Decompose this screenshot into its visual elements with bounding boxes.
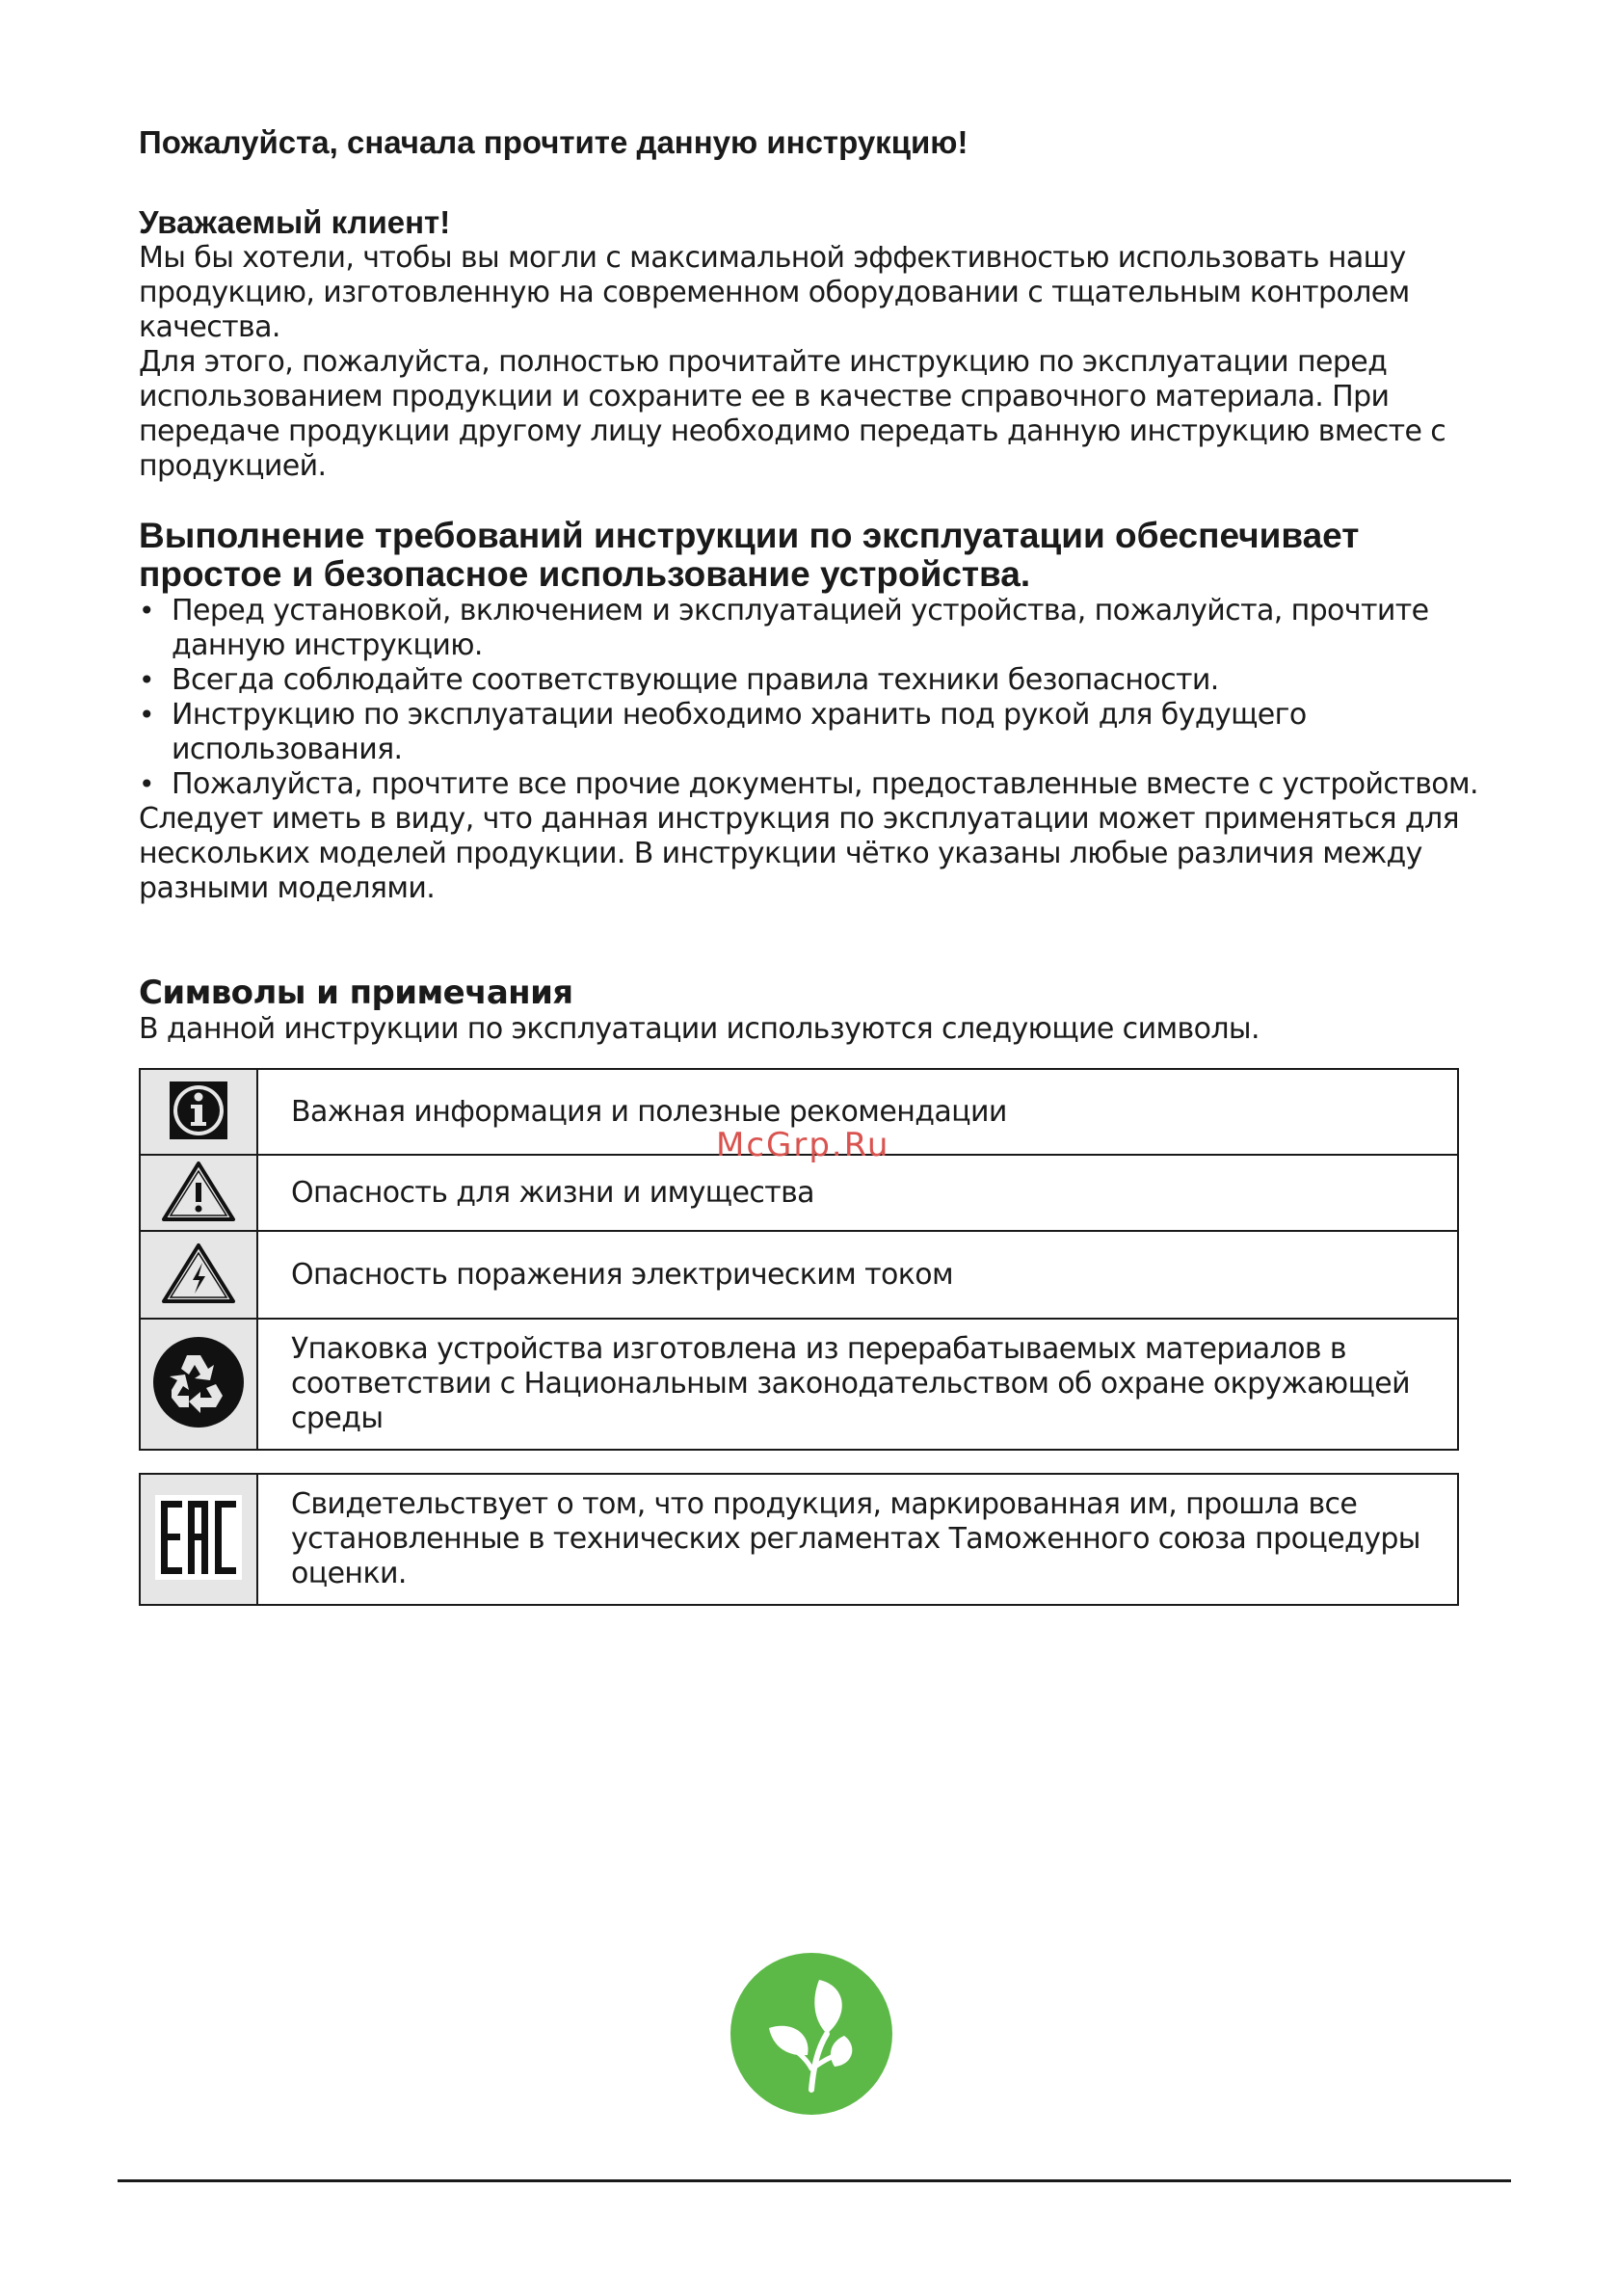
symbol-text: Важная информация и полезные рекомендации xyxy=(257,1069,1458,1155)
dear-client-paragraph-2: Для этого, пожалуйста, полностью прочитайте инструкцию по эксплуатации перед использованием продукции и сохраните ее в качестве справочного материала. При передаче продукции другому лицу необходимо передать данную инструкцию вместе с продукцией. xyxy=(139,345,1446,483)
table-row xyxy=(140,1231,1458,1319)
requirements-note: Следует иметь в виду, что данная инструкция по эксплуатации может применяться для нескольких моделей продукции. В инструкции чётко указаны любые различия между разными моделями. xyxy=(139,802,1459,905)
requirements-section xyxy=(139,517,1488,906)
table-row xyxy=(140,1155,1458,1231)
table-row xyxy=(140,1474,1458,1605)
requirements-heading: Выполнение требований инструкции по эксплуатации обеспечивает простое и безопасное использование устройства. xyxy=(139,516,1360,594)
list-item: • Пожалуйста, прочтите все прочие документы, предоставленные вместе с устройством. xyxy=(139,767,1488,802)
eac-text: Свидетельствует о том, что продукция, маркированная им, прошла все установленные в технических регламентах Таможенного союза процедуры оценки. xyxy=(257,1474,1458,1605)
electric-shock-icon xyxy=(160,1241,237,1305)
dear-client-paragraph-1: Мы бы хотели, чтобы вы могли с максимальной эффективностью использовать нашу продукцию, изготовленную на современном оборудовании с тщательным контролем качества. xyxy=(139,241,1410,344)
page-title: Пожалуйста, сначала прочтите данную инструкцию! xyxy=(139,124,968,160)
list-item: • Инструкцию по эксплуатации необходимо хранить под рукой для будущего использования. xyxy=(139,698,1488,767)
requirements-list xyxy=(139,594,1488,802)
symbols-heading: Символы и примечания xyxy=(139,974,573,1012)
list-item: • Перед установкой, включением и эксплуатацией устройства, пожалуйста, прочтите данную инструкцию. xyxy=(139,594,1488,663)
info-icon xyxy=(168,1080,229,1141)
eac-table xyxy=(139,1473,1459,1606)
table-row xyxy=(140,1319,1458,1450)
symbols-section xyxy=(139,974,1488,1047)
symbol-text: Упаковка устройства изготовлена из перерабатываемых материалов в соответствии с Национальным законодательством об охране окружающей среды xyxy=(257,1319,1458,1450)
symbol-text: Опасность для жизни и имущества xyxy=(257,1155,1458,1231)
eac-mark-icon xyxy=(155,1495,242,1580)
warning-icon xyxy=(160,1160,237,1223)
list-item: • Всегда соблюдайте соответствующие правила техники безопасности. xyxy=(139,663,1488,698)
recycle-icon xyxy=(150,1334,247,1430)
dear-client-heading: Уважаемый клиент! xyxy=(139,204,451,240)
symbols-intro: В данной инструкции по эксплуатации используются следующие символы. xyxy=(139,1012,1260,1046)
footer-divider xyxy=(118,2179,1511,2182)
symbol-text: Опасность поражения электрическим током xyxy=(257,1231,1458,1319)
watermark: McGrp.Ru xyxy=(716,1126,890,1164)
dear-client-section xyxy=(139,204,1488,484)
eco-leaf-icon xyxy=(730,1953,892,2115)
